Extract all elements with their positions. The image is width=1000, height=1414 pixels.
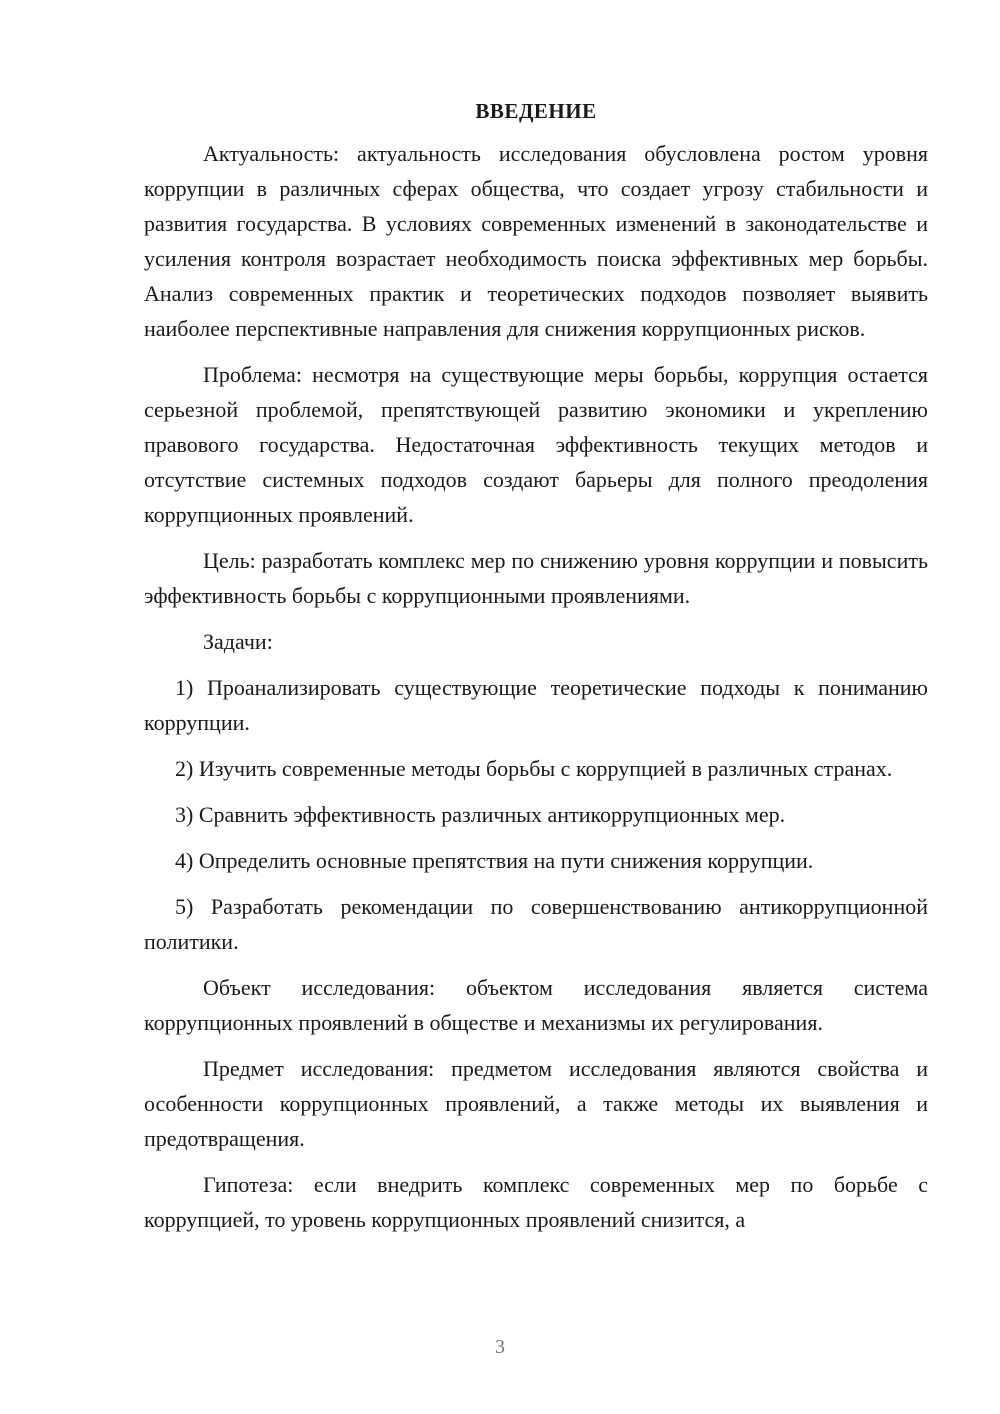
tasks-label: Задачи:: [203, 629, 273, 654]
hypothesis-paragraph: Гипотеза: если внедрить комплекс современных мер по борьбе с коррупцией, то уровень коррупционных проявлений снизится, а: [144, 1172, 928, 1232]
task-item-5: 5) Разработать рекомендации по совершенствованию антикоррупционной политики.: [144, 894, 928, 954]
subject-paragraph: Предмет исследования: предметом исследования являются свойства и особенности коррупционных проявлений, а также методы их выявления и предотвращения.: [144, 1056, 928, 1151]
task-item-3: 3) Сравнить эффективность различных антикоррупционных мер.: [175, 802, 786, 827]
object-paragraph: Объект исследования: объектом исследования является система коррупционных проявлений в обществе и механизмы их регулирования.: [144, 975, 928, 1035]
relevance-paragraph: Актуальность: актуальность исследования обусловлена ростом уровня коррупции в различных сферах общества, что создает угрозу стабильности и развития государства. В условиях современных изменений в законодательстве и усиления контроля возрастает необходимость поиска эффективных мер борьбы. Анализ современных практик и теоретических подходов позволяет выявить наиболее перспективные направления для снижения коррупционных рисков.: [144, 141, 928, 341]
task-item-1: 1) Проанализировать существующие теоретические подходы к пониманию коррупции.: [144, 675, 928, 735]
task-item-4: 4) Определить основные препятствия на пути снижения коррупции.: [175, 848, 814, 873]
goal-paragraph: Цель: разработать комплекс мер по снижению уровня коррупции и повысить эффективность борьбы с коррупционными проявлениями.: [144, 548, 928, 608]
problem-paragraph: Проблема: несмотря на существующие меры борьбы, коррупция остается серьезной проблемой, препятствующей развитию экономики и укреплению правового государства. Недостаточная эффективность текущих методов и отсутствие системных подходов создают барьеры для полного преодоления коррупционных проявлений.: [144, 362, 928, 527]
task-item-2: 2) Изучить современные методы борьбы с коррупцией в различных странах.: [175, 756, 893, 781]
page-title: ВВЕДЕНИЕ: [475, 99, 597, 123]
page-body: [144, 96, 928, 1248]
page-number: 3: [495, 1336, 505, 1358]
